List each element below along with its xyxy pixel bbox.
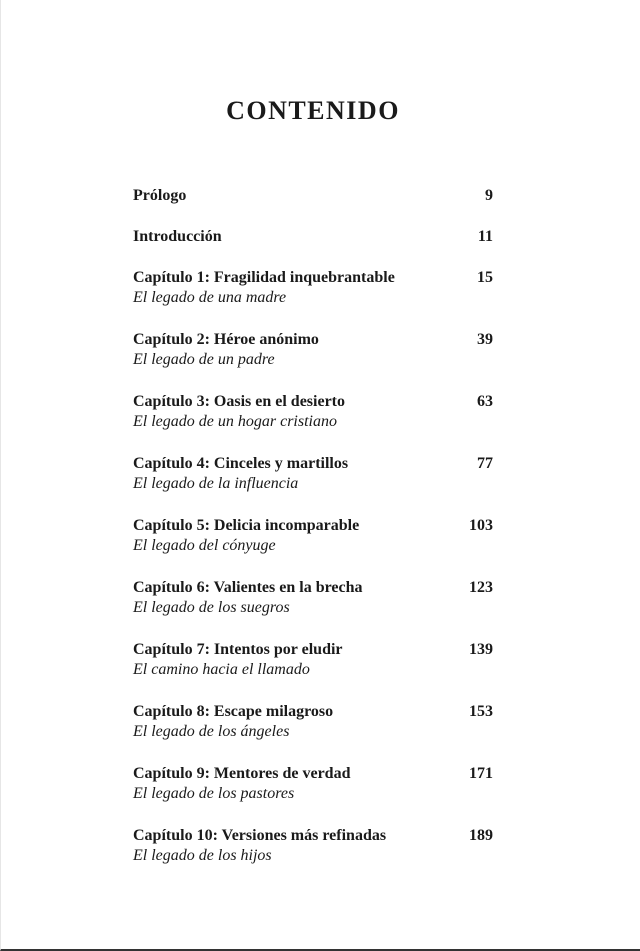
- entry-title: Capítulo 4: Cinceles y martillos: [133, 455, 349, 472]
- entry-title: Capítulo 6: Valientes en la brecha: [133, 579, 363, 596]
- entry-page-number: 77: [477, 455, 493, 472]
- entry-subtitle: El legado de la influencia: [133, 475, 299, 492]
- entry-title: Introducción: [133, 228, 222, 245]
- entry-title: Prólogo: [133, 187, 187, 204]
- entry-page-number: 63: [477, 393, 493, 410]
- entry-page-number: 153: [469, 703, 493, 720]
- toc-entry-chapter-6: [133, 578, 493, 618]
- entry-subtitle: El legado de los pastores: [133, 785, 295, 802]
- toc-entry-prologo: [133, 186, 493, 206]
- toc-entry-chapter-3: [133, 392, 493, 432]
- entry-subtitle: El legado de una madre: [133, 289, 287, 306]
- entry-subtitle: El camino hacia el llamado: [133, 661, 310, 678]
- entry-title: Capítulo 3: Oasis en el desierto: [133, 393, 345, 410]
- entry-subtitle: El legado de los ángeles: [133, 723, 290, 740]
- entry-title: Capítulo 1: Fragilidad inquebrantable: [133, 269, 395, 286]
- entry-page-number: 123: [469, 579, 493, 596]
- table-of-contents: [133, 186, 493, 888]
- entry-subtitle: El legado de los suegros: [133, 599, 290, 616]
- toc-entry-introduccion: [133, 227, 493, 247]
- page-title: CONTENIDO: [226, 96, 400, 125]
- toc-entry-chapter-4: [133, 454, 493, 494]
- toc-entry-chapter-9: [133, 764, 493, 804]
- entry-page-number: 189: [469, 827, 493, 844]
- entry-title: Capítulo 8: Escape milagroso: [133, 703, 334, 720]
- entry-page-number: 9: [485, 187, 493, 204]
- entry-title: Capítulo 2: Héroe anónimo: [133, 331, 319, 348]
- entry-title: Capítulo 5: Delicia incomparable: [133, 517, 360, 534]
- entry-page-number: 15: [477, 269, 493, 286]
- entry-title: Capítulo 10: Versiones más refinadas: [133, 827, 387, 844]
- entry-page-number: 39: [477, 331, 493, 348]
- toc-entry-chapter-7: [133, 640, 493, 680]
- entry-page-number: 103: [469, 517, 493, 534]
- entry-subtitle: El legado de un padre: [133, 351, 275, 368]
- entry-subtitle: El legado del cónyuge: [133, 537, 276, 554]
- toc-entry-chapter-8: [133, 702, 493, 742]
- entry-page-number: 11: [477, 228, 493, 245]
- toc-entry-chapter-2: [133, 330, 493, 370]
- toc-entry-chapter-10: [133, 826, 493, 866]
- entry-page-number: 171: [469, 765, 493, 782]
- entry-subtitle: El legado de los hijos: [133, 847, 272, 864]
- entry-page-number: 139: [469, 641, 493, 658]
- toc-entry-chapter-5: [133, 516, 493, 556]
- entry-title: Capítulo 7: Intentos por eludir: [133, 641, 343, 658]
- entry-subtitle: El legado de un hogar cristiano: [133, 413, 337, 430]
- entry-title: Capítulo 9: Mentores de verdad: [133, 765, 351, 782]
- toc-entry-chapter-1: [133, 268, 493, 308]
